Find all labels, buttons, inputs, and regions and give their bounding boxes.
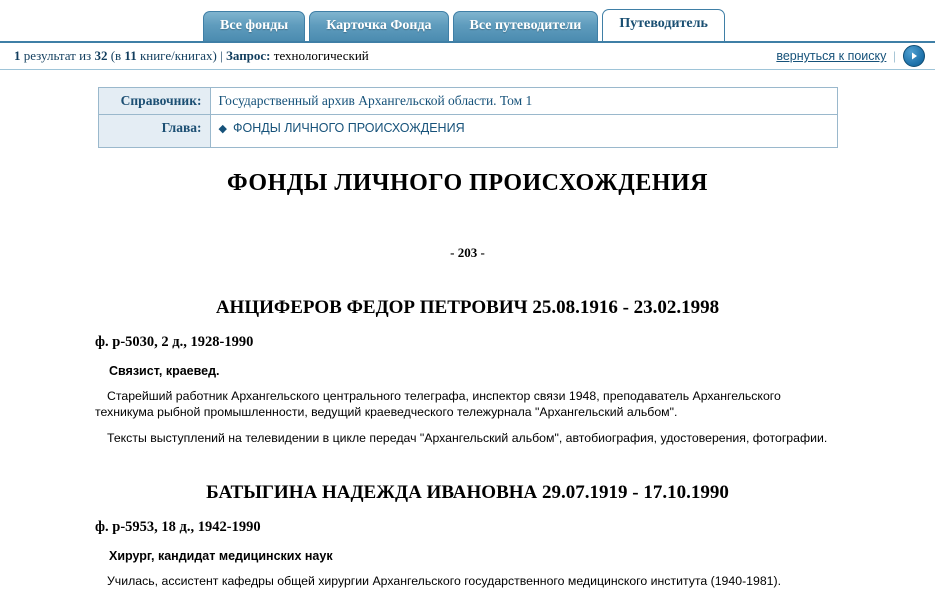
tab-all-fonds[interactable]: Все фонды: [203, 11, 305, 41]
result-text-2: (в: [107, 48, 125, 63]
entry-paragraph: Старейший работник Архангельского центрального телеграфа, инспектор связи 1948, преподаватель Архангельского техникума рыбной промышленности, ведущий краеведческого тележурнала "Архангельский альбом".: [95, 389, 781, 419]
chapter-value[interactable]: ФОНДЫ ЛИЧНОГО ПРОИСХОЖДЕНИЯ: [232, 121, 465, 135]
result-total: 32: [94, 48, 108, 63]
page-number: - 203 -: [450, 245, 485, 260]
back-to-search-link[interactable]: вернуться к поиску: [776, 49, 887, 63]
entry-heading: БАТЫГИНА НАДЕЖДА ИВАНОВНА 29.07.1919 - 17.10.1990: [206, 482, 729, 503]
query-value: технологический: [270, 48, 369, 63]
entry-fond-info: ф. р-5030, 2 д., 1928-1990: [95, 334, 254, 350]
document-body: [0, 148, 935, 589]
arrow-right-icon[interactable]: [903, 45, 925, 67]
guide-value[interactable]: Государственный архив Архангельской области. Том 1: [210, 88, 837, 115]
diamond-bullet-icon: ◆: [218, 123, 227, 135]
result-info-bar: [0, 43, 935, 70]
result-summary: [14, 43, 369, 69]
meta-table: [98, 87, 838, 148]
tab-fond-card[interactable]: Карточка Фонда: [309, 11, 448, 41]
chapter-list-item[interactable]: [219, 121, 465, 135]
result-text-3: книге/книгах) |: [136, 48, 226, 63]
entry-fond-info: ф. р-5953, 18 д., 1942-1990: [95, 519, 261, 535]
infobar-actions: [776, 43, 925, 69]
table-row: [98, 88, 837, 115]
result-text-1: результат из: [20, 48, 95, 63]
entry-occupation: Хирург, кандидат медицинских наук: [109, 549, 333, 563]
result-count: 1: [14, 48, 21, 63]
tab-bar: [0, 0, 935, 43]
guide-label: Справочник:: [98, 88, 210, 115]
page-title: ФОНДЫ ЛИЧНОГО ПРОИСХОЖДЕНИЯ: [227, 170, 708, 196]
entry-occupation: Связист, краевед.: [109, 364, 220, 378]
chapter-label: Глава:: [98, 115, 210, 148]
query-label: Запрос:: [226, 48, 271, 63]
result-books: 11: [124, 48, 137, 63]
entry-paragraph: Тексты выступлений на телевидении в цикле передач "Архангельский альбом", автобиография, удостоверения, фотографии.: [107, 431, 828, 445]
meta-section: [0, 70, 935, 148]
entry-paragraph: Училась, ассистент кафедры общей хирургии Архангельского государственного медицинского института (1940-1981).: [107, 574, 782, 588]
infobar-separator: |: [893, 48, 896, 63]
chapter-value-cell: [210, 115, 837, 148]
tab-all-guides[interactable]: Все путеводители: [453, 11, 599, 41]
table-row: [98, 115, 837, 148]
tab-list: [203, 9, 725, 41]
tab-guide[interactable]: Путеводитель: [602, 9, 725, 41]
entry-heading: АНЦИФЕРОВ ФЕДОР ПЕТРОВИЧ 25.08.1916 - 23.02.1998: [215, 297, 720, 318]
